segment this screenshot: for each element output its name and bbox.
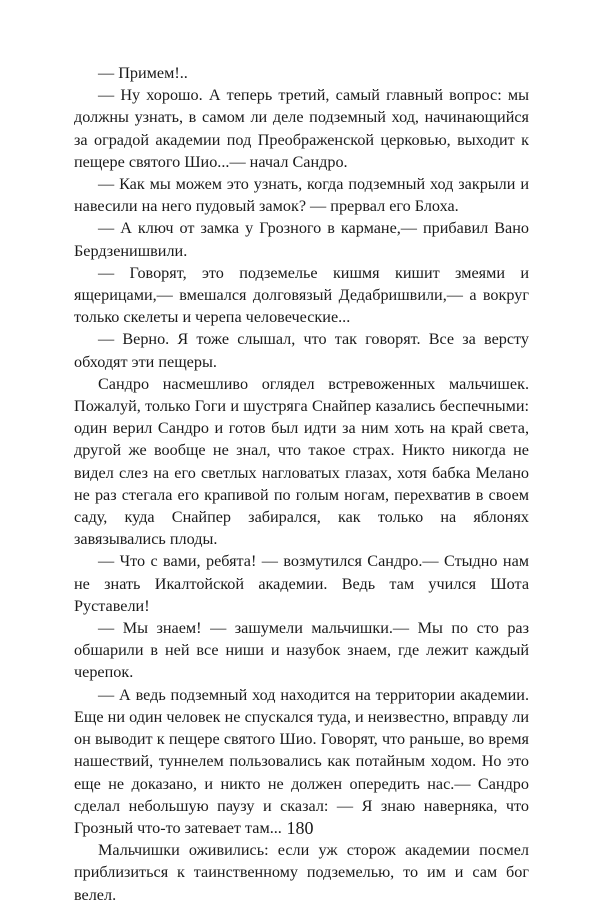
paragraph: Сандро насмешливо оглядел встревоженных мальчишек. Пожалуй, только Гоги и шустряга Снайпер казались беспечными: один верил Сандро и готов был идти за ним хоть на край света, другой же вообще не знал, что такое страх. Никто никогда не видел слез на его светлых нагловатых глазах, хотя бабка Мелано не раз стегала его крапивой по голым ногам, перехватив в своем саду, куда Снайпер забирался, как только на яблонях завязывались плоды. — [74, 374, 529, 549]
paragraph: — А ключ от замка у Грозного в кармане,— прибавил Вано Бердзенишвили. — [74, 219, 529, 260]
paragraph: — Говорят, это подземелье кишмя кишит змеями и ящерицами,— вмешался долговязый Дедабришвили,— а вокруг только скелеты и черепа человеческие... — [74, 263, 529, 327]
paragraph: — Верно. Я тоже слышал, что так говорят. Все за версту обходят эти пещеры. — [74, 330, 529, 371]
paragraph: Мальчишки оживились: если уж сторож академии посмел приблизиться к таинственному подземелью, то им и сам бог велел. — [74, 841, 529, 904]
page-number: 180 — [286, 818, 314, 838]
paragraph: — А ведь подземный ход находится на территории академии. Еще ни один человек не спускался туда, и неизвестно, вправду ли он выводит к пещере святого Шио. Говорят, что раньше, во время нашествий, туннелем пользовались как потайным ходом. Но это еще не доказано, и никто не должен опередить нас.— Сандро сделал небольшую паузу и сказал: — Я знаю наверняка, что Грозный что-то затевает там... — [74, 685, 529, 837]
paragraph: — Ну хорошо. А теперь третий, самый главный вопрос: мы должны узнать, в самом ли деле подземный ход, начинающийся за оградой академии под Преображенской церковью, выходит к пещере святого Шио...— начал Сандро. — [74, 86, 529, 171]
paragraph: — Что с вами, ребята! — возмутился Сандро.— Стыдно нам не знать Икалтойской академии. Ведь там учился Шота Руставели! — [74, 552, 529, 615]
page-body — [74, 62, 529, 906]
paragraph: — Примем!.. — [98, 64, 188, 82]
paragraph: — Как мы можем это узнать, когда подземный ход закрыли и навесили на него пудовый замок? — прервал его Блоха. — [74, 175, 529, 216]
paragraph: — Мы знаем! — зашумели мальчишки.— Мы по сто раз обшарили в ней все ниши и назубок знаем, где лежит каждый черепок. — [74, 619, 529, 682]
